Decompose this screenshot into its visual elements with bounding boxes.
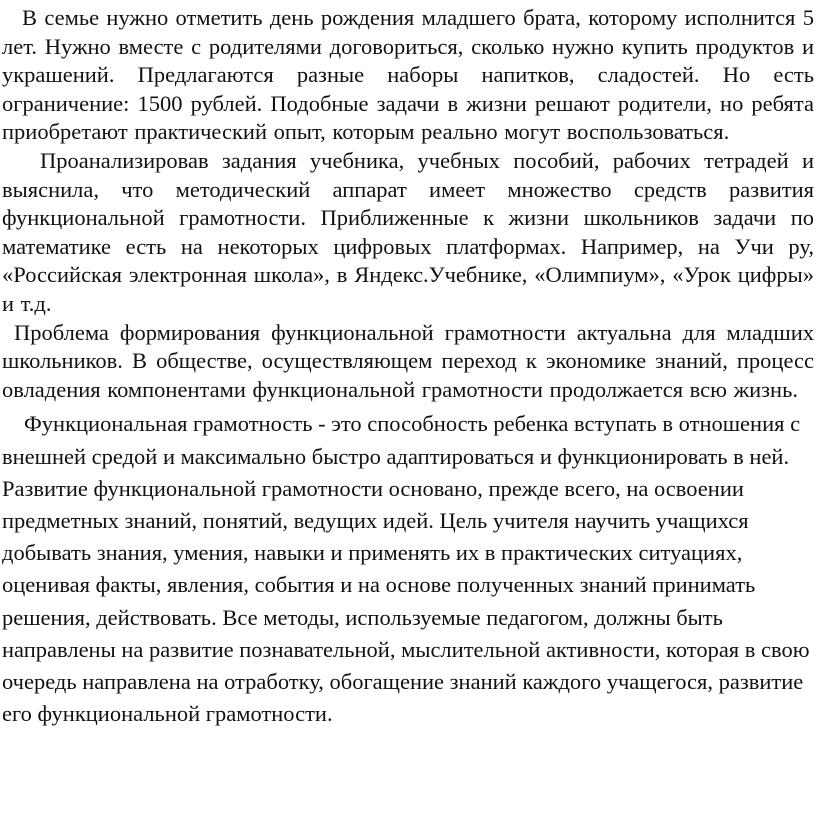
paragraph-textbook-analysis: Проанализировав задания учебника, учебных пособий, рабочих тетрадей и выяснила, что методический аппарат имеет множество средств развития функциональной грамотности. Приближенные к жизни школьников задачи по математике есть на некоторых цифровых платформах. Например, на Учи ру, «Российская электронная школа», в Яндекс.Учебнике, «Олимпиум», «Урок цифры» и т.д. <box>2 147 814 316</box>
paragraph-birthday-task: В семье нужно отметить день рождения младшего брата, которому исполнится 5 лет. Нужно вместе с родителями договориться, сколько нужно купить продуктов и украшений. Предлагаются разные наборы напитков, сладостей. Но есть ограничение: 1500 рублей. Подобные задачи в жизни решают родители, но ребята приобретают практический опыт, которым реально могут воспользоваться. <box>2 5 814 145</box>
paragraph-literacy-definition: Функциональная грамотность - это способность ребенка вступать в отношения с внешней средой и максимально быстро адаптироваться и функционировать в ней. Развитие функциональной грамотности основано, прежде всего, на освоении предметных знаний, понятий, ведущих идей. Цель учителя научить учащихся добывать знания, умения, навыки и применять их в практических ситуациях, оценивая факты, явления, события и на основе полученных знаний принимать решения, действовать. Все методы, используемые педагогом, должны быть направлены на развитие познавательной, мыслительной активности, которая в свою очередь направлена на отработку, обогащение знаний каждого учащегося, развитие его функциональной грамотности. <box>2 411 810 727</box>
paragraph-literacy-problem: Проблема формирования функциональной грамотности актуальна для младших школьников. В обществе, осуществляющем переход к экономике знаний, процесс овладения компонентами функциональной грамотности продолжается всю жизнь. <box>2 319 814 402</box>
